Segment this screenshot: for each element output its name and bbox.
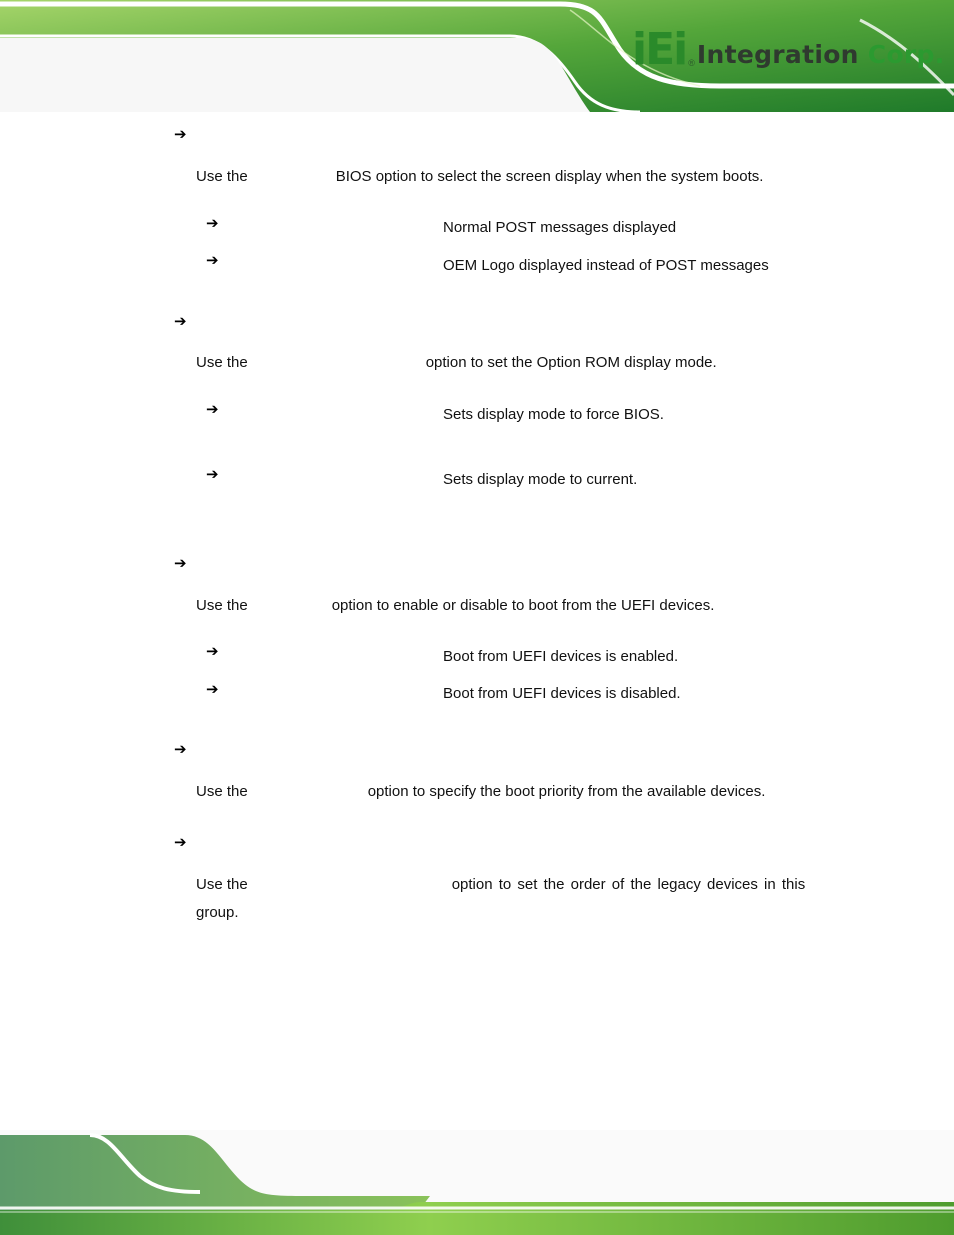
registered-mark: ® (688, 58, 695, 68)
option-arrow-icon: ➔ (206, 680, 219, 698)
logo-text (697, 40, 945, 70)
intro-prefix: Use the (196, 876, 248, 893)
intro-prefix: Use the (196, 168, 248, 185)
section-arrow-icon: ➔ (174, 125, 187, 143)
intro-prefix: Use the (196, 783, 248, 800)
section-intro (196, 597, 714, 615)
option-description: Sets display mode to force BIOS. (443, 406, 664, 423)
section-intro (196, 168, 763, 186)
intro-prefix: Use the (196, 597, 248, 614)
footer-banner (0, 1130, 954, 1235)
option-description: Sets display mode to current. (443, 471, 638, 488)
company-logo (632, 24, 945, 75)
logo-name: Integration (696, 40, 859, 69)
section-arrow-icon: ➔ (174, 740, 187, 758)
option-arrow-icon: ➔ (206, 465, 219, 483)
intro-suffix: option to enable or disable to boot from the UEFI devices. (331, 597, 715, 614)
intro-suffix: option to specify the boot priority from the available devices. (367, 783, 766, 800)
section-arrow-icon: ➔ (174, 833, 187, 851)
logo-mark: iEi (632, 24, 687, 75)
option-arrow-icon: ➔ (206, 214, 219, 232)
section-intro (196, 876, 805, 894)
option-description: Normal POST messages displayed (443, 219, 677, 236)
logo-corp: Corp. (867, 40, 945, 69)
section-arrow-icon: ➔ (174, 312, 187, 330)
section-intro (196, 354, 717, 372)
option-description: OEM Logo displayed instead of POST messages (443, 257, 769, 274)
intro-suffix: BIOS option to select the screen display when the system boots. (335, 168, 764, 185)
section-intro-continued: group. (196, 904, 239, 921)
intro-prefix: Use the (196, 354, 248, 371)
section-arrow-icon: ➔ (174, 554, 187, 572)
option-arrow-icon: ➔ (206, 642, 219, 660)
option-arrow-icon: ➔ (206, 400, 219, 418)
section-intro (196, 783, 765, 801)
option-arrow-icon: ➔ (206, 251, 219, 269)
option-description: Boot from UEFI devices is disabled. (443, 685, 681, 702)
intro-suffix: option to set the Option ROM display mode. (425, 354, 717, 371)
option-description: Boot from UEFI devices is enabled. (443, 648, 679, 665)
intro-suffix: option to set the order of the legacy devices in this (451, 876, 806, 893)
